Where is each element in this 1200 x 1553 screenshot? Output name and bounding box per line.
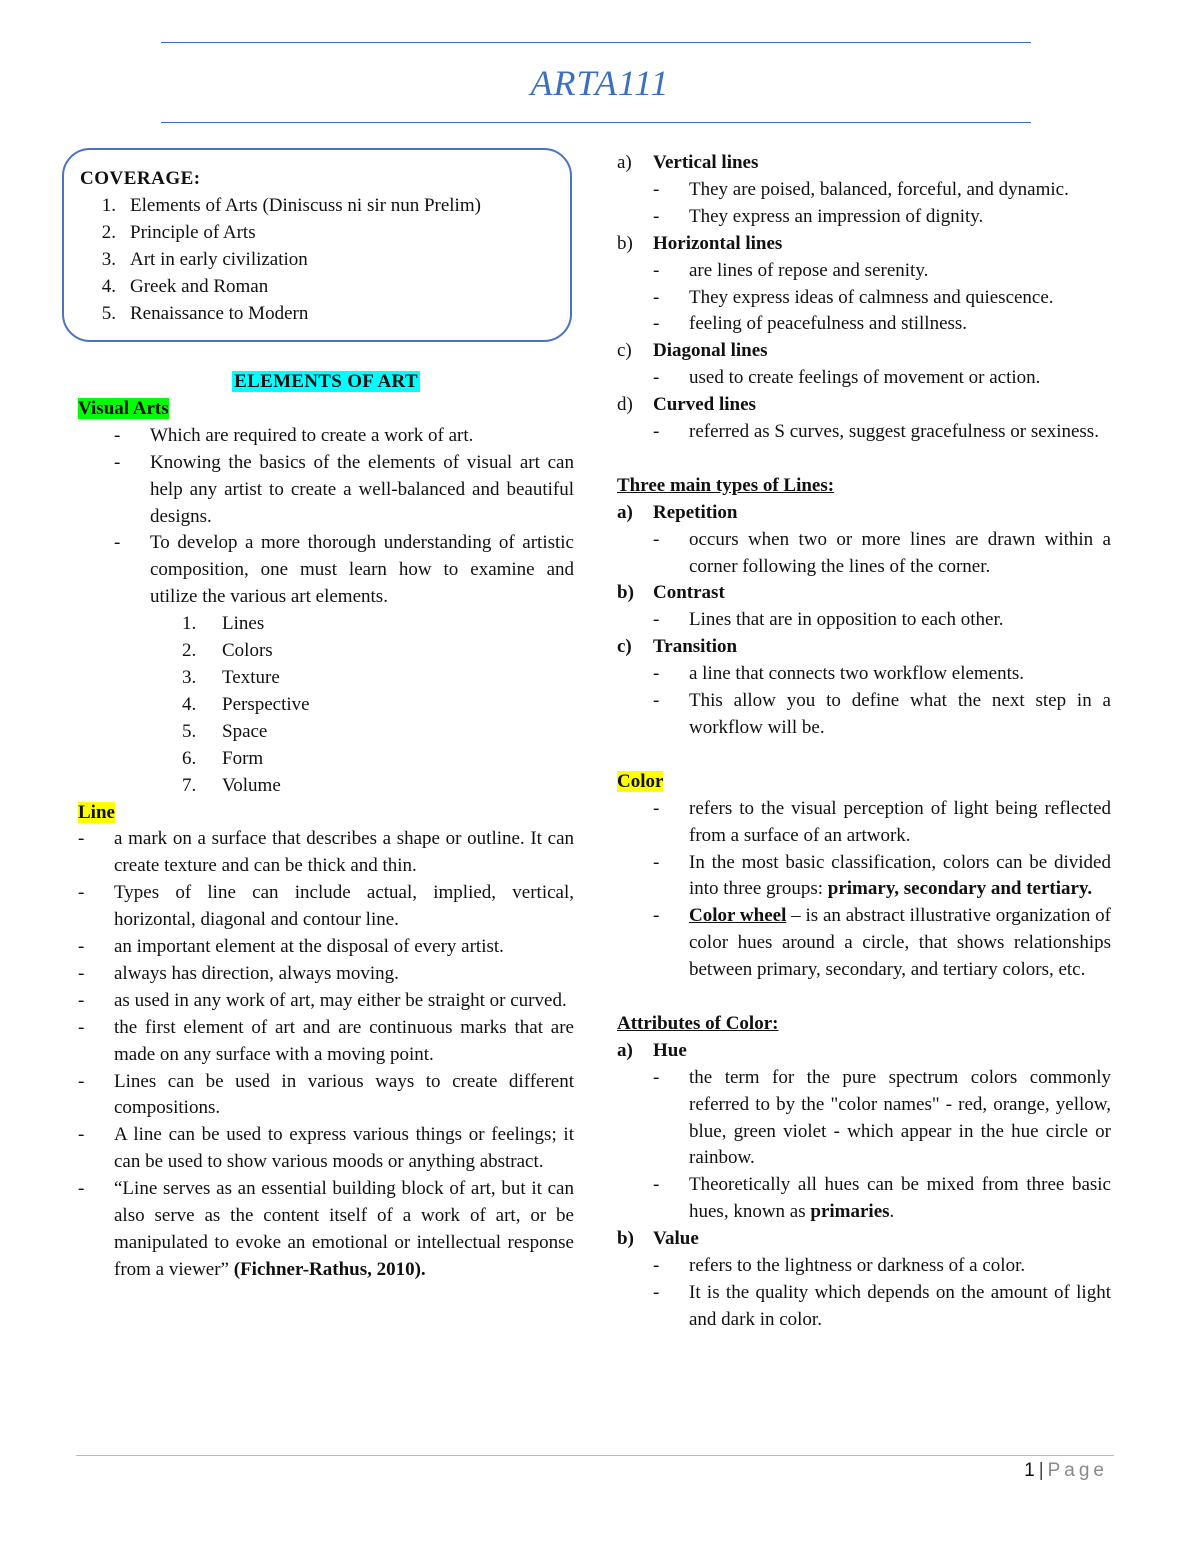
visual-arts-heading: Visual Arts [78,397,169,419]
line-type-heading: b) Contrast [617,582,725,604]
element-item: 7. Volume [182,774,281,796]
line-kind-heading: d) Curved lines [617,394,756,416]
list-item: - Knowing the basics of the elements of visual art can help any artist to create a well-balanced and beautiful designs. [114,451,574,527]
list-item: - the term for the pure spectrum colors commonly referred to by the "color names" - red, orange, yellow, blue, green violet - which appear in the hue circle or rainbow. [653,1066,1111,1169]
left-column [78,369,574,1284]
list-item: - referred as S curves, suggest gracefulness or sexiness. [653,421,1099,443]
list-item: - Which are required to create a work of art. [114,424,474,446]
list-item: - occurs when two or more lines are drawn within a corner following the lines of the corner. [653,528,1111,577]
coverage-heading: COVERAGE: [80,168,201,189]
coverage-list [80,166,481,327]
line-heading: Line [78,801,115,823]
list-item: - always has direction, always moving. [78,962,399,984]
list-item: - refers to the visual perception of light being reflected from a surface of an artwork. [653,797,1111,846]
page-title: ARTA111 [530,63,670,103]
page-number: 1 | Page [1024,1460,1108,1481]
list-item: - Theoretically all hues can be mixed from three basic hues, known as primaries. [653,1174,1111,1223]
attributes-heading: Attributes of Color: [617,1012,779,1034]
coverage-item: 5. Renaissance to Modern [101,302,309,324]
list-item: - a line that connects two workflow elements. [653,663,1025,685]
three-types-heading: Three main types of Lines: [617,474,835,496]
list-item: - They express ideas of calmness and quiescence. [653,286,1054,308]
list-item: - Types of line can include actual, implied, vertical, horizontal, diagonal and contour line. [78,882,574,931]
coverage-item: 1. Elements of Arts (Diniscuss ni sir nun Prelim) [101,194,481,216]
list-item: - In the most basic classification, colors can be divided into three groups: primary, secondary and tertiary. [653,851,1111,900]
header-bottom-rule [161,122,1031,123]
list-item: - Color wheel – is an abstract illustrative organization of color hues around a circle, that shows relationships between primary, secondary, and tertiary colors, etc. [653,905,1111,981]
footer-rule [76,1455,1114,1456]
color-heading: Color [617,770,664,792]
line-kind-heading: b) Horizontal lines [617,232,783,254]
list-item: - used to create feelings of movement or action. [653,367,1041,389]
attribute-heading: a) Hue [617,1039,687,1061]
list-item: - They are poised, balanced, forceful, and dynamic. [653,178,1069,200]
list-item: - feeling of peacefulness and stillness. [653,313,968,335]
coverage-item: 3. Art in early civilization [101,248,308,270]
element-item: 1. Lines [182,613,265,635]
list-item: - a mark on a surface that describes a shape or outline. It can create texture and can be thick and thin. [78,828,574,877]
list-item: - the first element of art and are continuous marks that are made on any surface with a moving point. [78,1016,574,1065]
list-item: - This allow you to define what the next step in a workflow will be. [653,690,1111,739]
color-wheel-term: Color wheel [689,905,787,927]
quote-text: “Line serves as an essential building block of art, but it can also serve as the content itself of a work of art, or be manipulated to evoke an emotional or intellectual response from a viewer” [114,1178,574,1280]
quote-item: - “Line serves as an essential building block of art, but it can also serve as the content itself of a work of art, or be manipulated to evoke an emotional or intellectual response from a viewer” (Fichner-Rathus, 2010). [78,1178,574,1280]
element-item: 3. Texture [182,666,280,688]
header-top-rule [161,42,1031,43]
list-item: - refers to the lightness or darkness of a color. [653,1255,1026,1277]
coverage-item: 4. Greek and Roman [101,275,269,297]
line-kind-heading: a) Vertical lines [617,152,759,173]
section-title: ELEMENTS OF ART [234,371,418,392]
list-item: - an important element at the disposal of every artist. [78,936,504,958]
attribute-heading: b) Value [617,1228,699,1250]
list-item: - A line can be used to express various things or feelings; it can be used to show various moods or anything abstract. [78,1124,574,1173]
list-item: - It is the quality which depends on the amount of light and dark in color. [653,1282,1111,1330]
list-item: - are lines of repose and serenity. [653,259,929,281]
list-item: - Lines that are in opposition to each other. [653,609,1004,631]
list-item: - Lines can be used in various ways to create different compositions. [78,1070,574,1119]
quote-citation: (Fichner-Rathus, 2010). [233,1258,426,1280]
right-column [617,150,1111,1334]
list-item: - as used in any work of art, may either be straight or curved. [78,989,567,1011]
element-item: 5. Space [182,720,268,742]
line-type-heading: a) Repetition [617,501,738,523]
element-item: 6. Form [182,747,264,769]
coverage-item: 2. Principle of Arts [101,221,256,243]
line-type-heading: c) Transition [617,636,738,658]
element-item: 4. Perspective [182,693,310,715]
element-item: 2. Colors [182,640,273,662]
list-item: - To develop a more thorough understanding of artistic composition, one must learn how to examine and utilize the various art elements. [114,532,574,608]
line-kind-heading: c) Diagonal lines [617,340,768,362]
list-item: - They express an impression of dignity. [653,205,984,227]
